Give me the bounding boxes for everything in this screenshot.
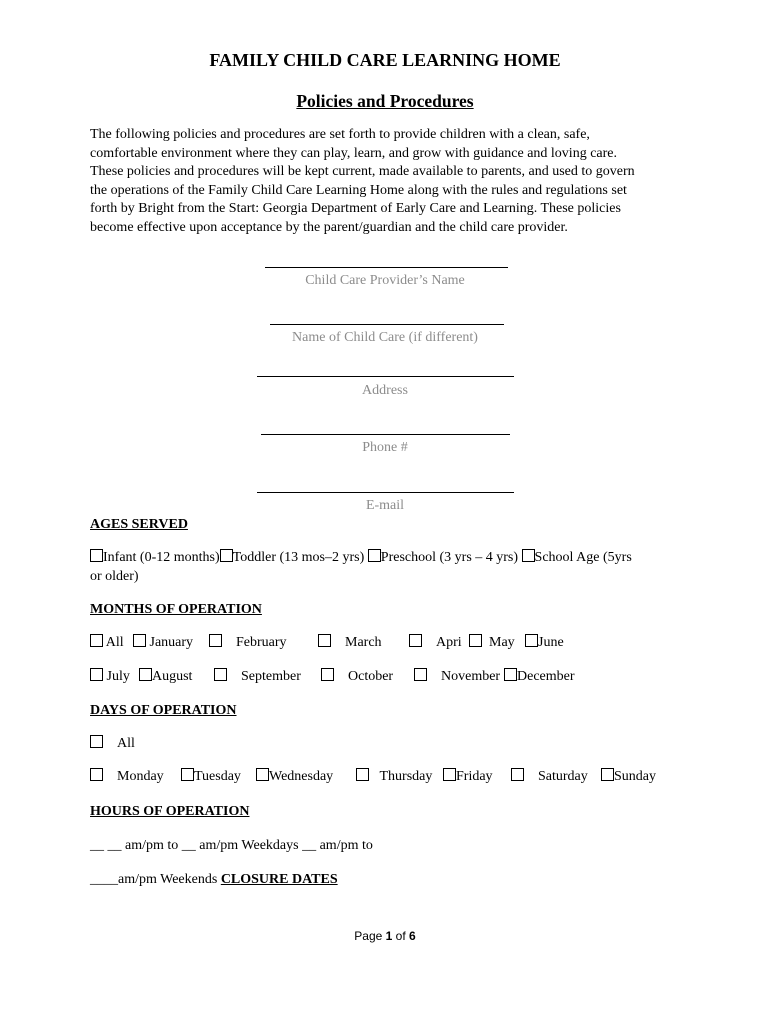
month-all-label: All [105,635,124,650]
tuesday-option [181,768,241,786]
provider-name-field[interactable] [265,267,508,268]
march-option [318,634,382,652]
hours-text: am/pm Weekends [118,872,221,887]
tuesday-checkbox[interactable] [181,768,194,781]
intro-line: become effective upon acceptance by the parent/guardian and the child care provider. [90,219,568,235]
child-care-name-field[interactable] [270,324,504,325]
may-option [469,634,515,652]
child-care-name-label: Name of Child Care (if different) [292,330,478,345]
march-checkbox[interactable] [318,634,331,647]
day-all-checkbox[interactable] [90,735,103,748]
intro-line: These policies and procedures will be kept current, made available to parents, and used to govern [90,164,635,180]
wednesday-label: Wednesday [269,769,334,784]
november-checkbox[interactable] [414,668,427,681]
hours-text: am/pm Weekdays [195,838,303,853]
april-option [409,634,462,652]
saturday-checkbox[interactable] [511,768,524,781]
intro-line: The following policies and procedures are set forth to provide children with a clean, safe, [90,127,590,142]
monday-checkbox[interactable] [90,768,103,781]
wednesday-checkbox[interactable] [256,768,269,781]
phone-label: Phone # [362,440,408,455]
day-all-label: All [117,736,135,751]
july-label: July [106,669,130,684]
intro-line: the operations of the Family Child Care Learning Home along with the rules and regulations set [90,182,627,198]
intro-line: comfortable environment where they can play, learn, and grow with guidance and loving care. [90,145,618,161]
school-age-checkbox[interactable] [522,549,535,562]
preschool-label: Preschool (3 yrs – 4 yrs) [380,550,519,565]
december-checkbox[interactable] [504,668,517,681]
january-option [133,634,193,652]
october-label: October [348,669,394,684]
months-heading: MONTHS OF OPERATION [90,602,262,617]
saturday-label: Saturday [538,769,588,784]
school-age-label-cont: or older) [90,569,139,584]
july-option [90,668,130,686]
november-option [414,668,500,686]
february-option [209,634,287,652]
weekend-hours-row [90,871,338,889]
saturday-option [511,768,588,786]
thursday-option [356,768,432,786]
january-checkbox[interactable] [133,634,146,647]
march-label: March [345,635,382,650]
september-label: September [241,669,301,684]
july-checkbox[interactable] [90,668,103,681]
intro-paragraph [90,126,680,238]
infant-checkbox[interactable] [90,549,103,562]
weekday-hours-row [90,837,373,855]
may-checkbox[interactable] [469,634,482,647]
preschool-checkbox[interactable] [368,549,381,562]
december-label: December [517,669,575,684]
weekend-start-blank[interactable]: __ [302,838,317,853]
hours-text: am/pm to [316,838,373,853]
april-label: Apri [436,635,462,650]
phone-field[interactable] [261,434,510,435]
february-checkbox[interactable] [209,634,222,647]
provider-name-label: Child Care Provider’s Name [305,273,465,288]
page-footer [0,928,770,944]
hours-text: am/pm to [121,838,182,853]
friday-checkbox[interactable] [443,768,456,781]
friday-option [443,768,493,786]
page-word: Page [354,929,386,943]
october-checkbox[interactable] [321,668,334,681]
monday-label: Monday [117,769,164,784]
june-label: June [538,635,564,650]
month-all-checkbox[interactable] [90,634,103,647]
january-label: January [149,635,194,650]
document-subtitle: Policies and Procedures [296,91,474,111]
school-age-label: School Age (5yrs [534,550,632,565]
sunday-option [601,768,656,786]
tuesday-label: Tuesday [194,769,241,784]
days-heading: DAYS OF OPERATION [90,703,237,718]
august-checkbox[interactable] [139,668,152,681]
weekday-start-blank[interactable]: __ __ [90,838,122,853]
september-checkbox[interactable] [214,668,227,681]
email-field[interactable] [257,492,514,493]
sunday-label: Sunday [614,769,656,784]
september-option [214,668,301,686]
ages-served-heading: AGES SERVED [90,517,188,532]
february-label: February [236,635,287,650]
email-label: E-mail [365,498,405,513]
of-word: of [392,929,410,943]
closure-dates-heading: CLOSURE DATES [220,872,338,887]
page-number: 1 [385,929,393,943]
november-label: November [441,669,501,684]
toddler-checkbox[interactable] [220,549,233,562]
april-checkbox[interactable] [409,634,422,647]
toddler-label: Toddler (13 mos–2 yrs) [232,550,365,565]
sunday-checkbox[interactable] [601,768,614,781]
document-title: FAMILY CHILD CARE LEARNING HOME [209,50,561,70]
thursday-label: Thursday [379,769,433,784]
infant-label: Infant (0-12 months) [103,550,220,565]
october-option [321,668,393,686]
august-label: August [152,669,193,684]
weekday-end-blank[interactable]: __ [181,838,196,853]
may-label: May [489,635,515,650]
day-all-option [90,735,135,753]
address-field[interactable] [257,376,514,377]
address-label: Address [362,383,408,398]
wednesday-option [256,768,333,786]
page-total: 6 [409,929,416,943]
august-option [139,668,192,686]
hours-heading: HOURS OF OPERATION [90,804,250,819]
monday-option [90,768,164,786]
ages-row [90,549,632,567]
friday-label: Friday [456,769,493,784]
december-option [504,668,575,686]
june-checkbox[interactable] [525,634,538,647]
weekend-end-blank[interactable]: ____ [90,872,118,887]
intro-line: forth by Bright from the Start: Georgia Department of Early Care and Learning. These policies [90,201,621,217]
thursday-checkbox[interactable] [356,768,369,781]
month-all-option [90,634,124,652]
june-option [525,634,564,652]
